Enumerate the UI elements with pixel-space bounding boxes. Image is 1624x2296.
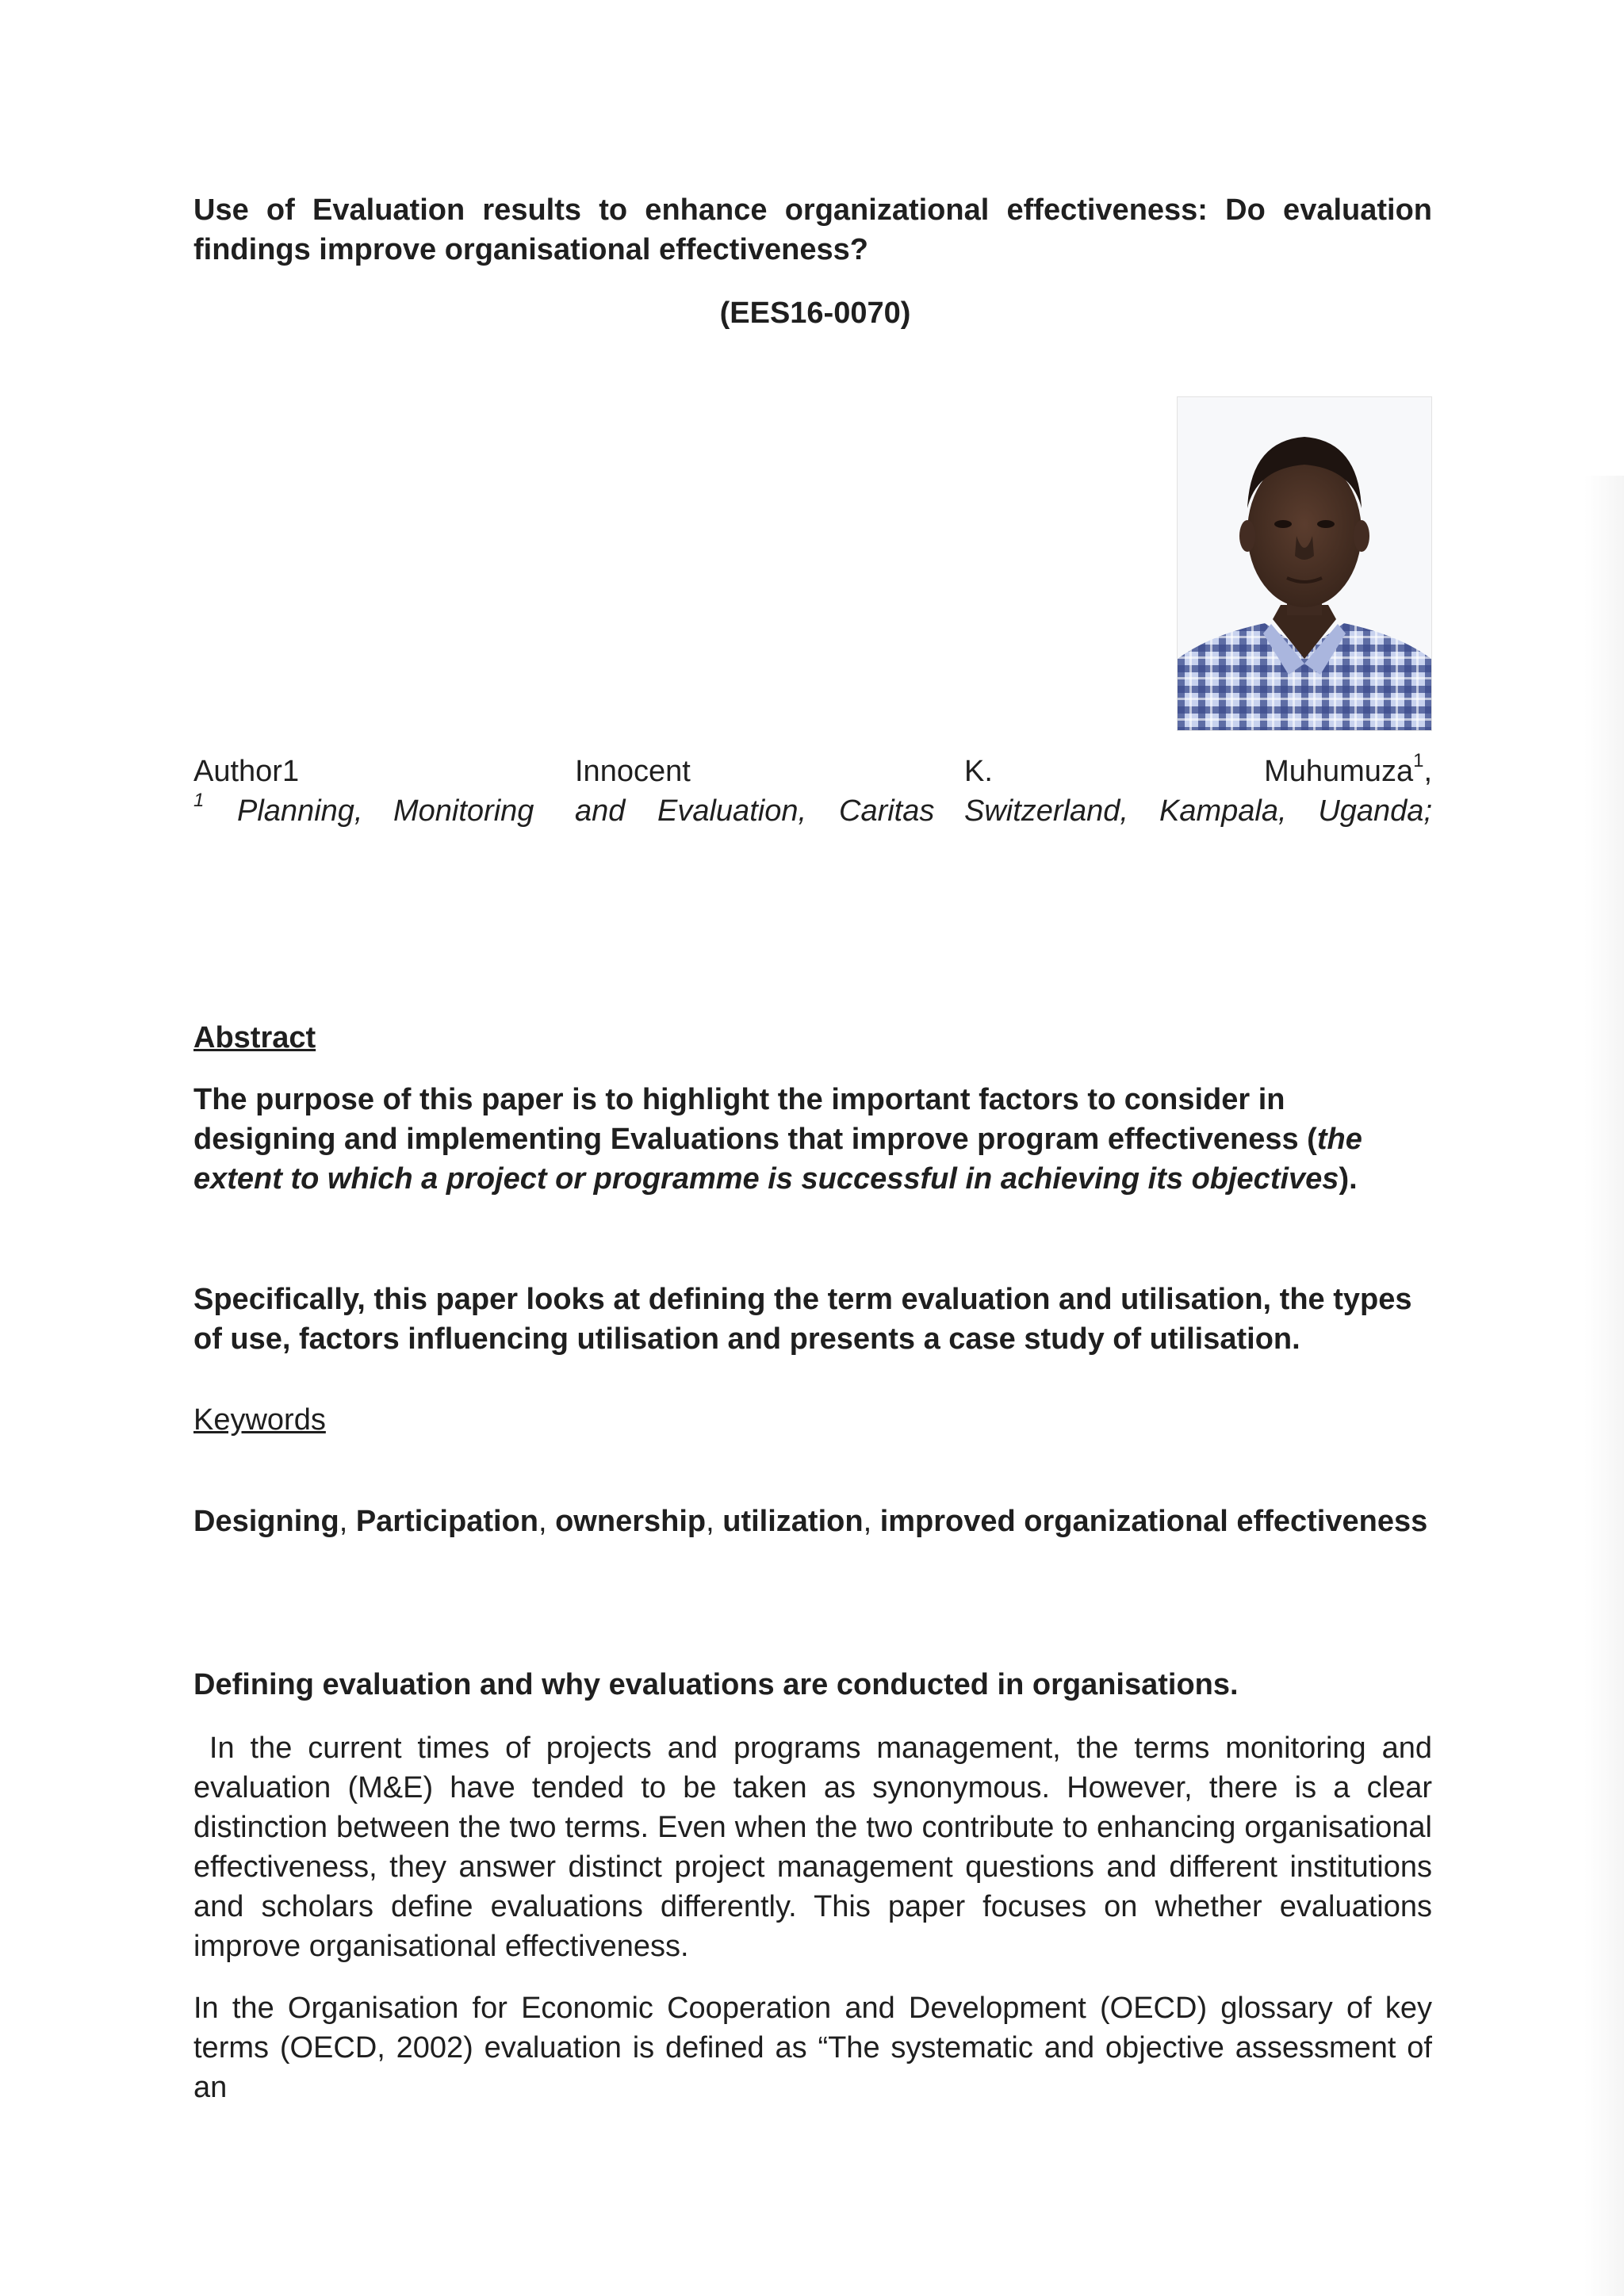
keyword: ownership [555, 1505, 707, 1538]
affiliation-word: Kampala, [1159, 794, 1287, 828]
abstract-p1-end: ). [1339, 1162, 1358, 1196]
section-paragraph-1: In the current times of projects and programs management, the terms monitoring and evaluation (M&E) have tended to be taken as synonymous. However, there is a clear distinction between the two terms. Even when the two contribute to enhancing organisational effectiveness, they answer distinct project management questions and different institutions and scholars define evaluations differently. This paper focuses on whether evaluations improve organisational effectiveness. [193, 1732, 1441, 1963]
keyword: Participation [355, 1505, 538, 1538]
author-portrait-image [1178, 397, 1431, 730]
affiliation-word: Monitoring [393, 794, 534, 828]
page-edge-shadow [1584, 476, 1624, 2296]
author-middle-initial: K. [964, 755, 993, 788]
affiliation-marker: 1 [193, 790, 205, 812]
section-heading: Defining evaluation and why evaluations are conducted in organisations. [193, 1668, 1239, 1701]
paper-code: (EES16-0070) [719, 297, 911, 330]
author-affiliation-marker: 1 [1413, 750, 1424, 772]
keyword: improved organizational effectiveness [879, 1505, 1428, 1538]
keywords-list [193, 1502, 1432, 1541]
affiliation-word: Evaluation, [657, 794, 807, 828]
abstract-p1-italic: the extent to which a project or programme is successful in achieving its objectives [193, 1123, 1362, 1196]
abstract-p1-text: The purpose of this paper is to highlight the important factors to consider in designing and implementing Evaluations that improve program effectiveness ( [193, 1083, 1317, 1156]
author-label: Author1 [193, 755, 300, 788]
affiliation-line [193, 791, 1432, 831]
affiliation-word: Switzerland, [964, 794, 1128, 828]
keyword: utilization [722, 1505, 864, 1538]
keywords-heading: Keywords [193, 1403, 326, 1437]
author-photo [1177, 396, 1432, 731]
keyword: Designing [193, 1505, 339, 1538]
keyword-separator: , [538, 1505, 556, 1538]
affiliation-word: Uganda; [1318, 794, 1432, 828]
abstract-paragraph-2: Specifically, this paper looks at defining the term evaluation and utilisation, the types of use, factors influencing utilisation and presents a case study of utilisation. [193, 1283, 1412, 1356]
author-first-name: Innocent [575, 755, 691, 788]
author-line [193, 752, 1432, 791]
affiliation-word: Caritas [839, 794, 935, 828]
abstract-heading: Abstract [193, 1021, 316, 1054]
author-trailing-comma: , [1423, 755, 1432, 788]
affiliation-word: Planning, [237, 794, 363, 828]
keyword-separator: , [339, 1505, 356, 1538]
affiliation-marker-group [193, 791, 204, 831]
keyword-separator: , [863, 1505, 880, 1538]
author-last-name: Muhumuza [1264, 755, 1414, 788]
paper-title: Use of Evaluation results to enhance organizational effectiveness: Do evaluation findings improve organisational effectiveness? [193, 193, 1432, 266]
section-paragraph-2: In the Organisation for Economic Cooperation and Development (OECD) glossary of key terms (OECD, 2002) evaluation is defined as “The systematic and objective assessment of an [193, 1992, 1432, 2104]
abstract-paragraph-1 [193, 1080, 1432, 1199]
author-last-name-group [1264, 752, 1432, 791]
keyword-separator: , [706, 1505, 723, 1538]
affiliation-word: and [575, 794, 626, 828]
